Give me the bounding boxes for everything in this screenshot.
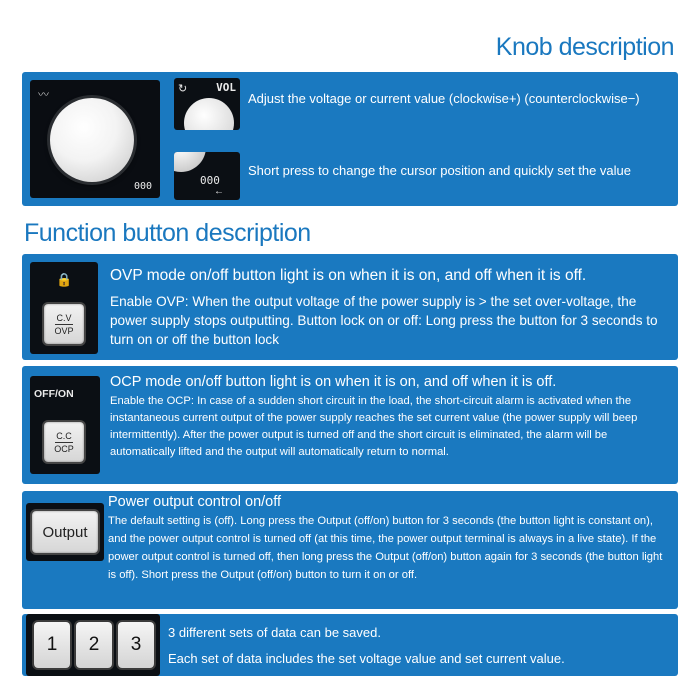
ovp-panel [22, 254, 678, 360]
ocp-panel [22, 366, 678, 484]
memory-key-1: 1 [34, 622, 70, 668]
memory-keys-image [26, 614, 160, 676]
knob-section-title: Knob description [495, 33, 674, 61]
ocp-button-top: C.C [56, 430, 72, 441]
lock-icon: 🔒 [56, 272, 73, 287]
ovp-button [44, 304, 84, 344]
knob-press-icon [174, 152, 206, 172]
memory-panel [22, 614, 678, 676]
knob-rotate-image [174, 78, 240, 130]
knob-icon [50, 98, 134, 182]
output-body: The default setting is (off). Long press the Output (off/on) button for 3 seconds (the button light is constant on), and the power output control is turned off (at this time, the power output terminal is always in a live state). If the power output control is turned off, then long press the Output (off/on) button again for 3 seconds (the button light is off). Short press the Output (off/on) button to turn it on or off. [108, 515, 663, 581]
off-on-label: OFF/ON [34, 388, 74, 400]
ovp-button-top: C.V [56, 312, 72, 323]
function-section-title: Function button description [24, 219, 311, 247]
knob-press-image [174, 152, 240, 200]
ovp-button-bottom: OVP [54, 325, 74, 336]
cursor-readout: 000 [133, 181, 152, 192]
output-panel [22, 491, 678, 609]
output-button-image [26, 503, 104, 561]
output-button [32, 511, 98, 553]
memory-key-2: 2 [76, 622, 112, 668]
ocp-button [44, 422, 84, 462]
output-heading: Power output control on/off [108, 494, 282, 510]
knob-rotate-text: Adjust the voltage or current value (clockwise+) (counterclockwise−) [248, 91, 640, 106]
rotate-arrow-icon: ↻ [178, 83, 188, 95]
memory-line-1: 3 different sets of data can be saved. [168, 625, 381, 640]
output-button-label: Output [42, 523, 88, 541]
knob-panel [22, 72, 678, 206]
knob-image [30, 80, 160, 198]
memory-key-3: 3 [118, 622, 154, 668]
vol-label: VOL [216, 81, 236, 94]
left-arrow-icon: ← [214, 186, 224, 197]
ovp-heading: OVP mode on/off button light is on when it is on, and off when it is off. [110, 267, 587, 284]
ovp-button-image [30, 262, 98, 354]
ocp-heading: OCP mode on/off button light is on when it is on, and off when it is off. [110, 374, 557, 390]
wave-icon: 〰 [38, 89, 49, 101]
knob-press-text: Short press to change the cursor position and quickly set the value [248, 163, 631, 178]
ocp-button-image [30, 376, 100, 474]
ocp-body: Enable the OCP: In case of a sudden short circuit in the load, the short-circuit alarm is activated when the instantaneous current output of the power supply reaches the set current value (the power supply will beep intermittently). After the power output is turned off and the short circuit is eliminated, the alarm will be automatically lifted and the output will automatically return to normal. [110, 395, 638, 458]
knob-rotate-icon [184, 98, 234, 130]
press-readout: 000 [200, 174, 220, 187]
memory-line-2: Each set of data includes the set voltage value and set current value. [168, 651, 565, 666]
ovp-body: Enable OVP: When the output voltage of the power supply is > the set over-voltage, the power supply stops outputting. Button lock on or off: Long press the button for 3 seconds to turn on or off the button lock [110, 294, 658, 347]
ocp-button-bottom: OCP [54, 443, 74, 454]
